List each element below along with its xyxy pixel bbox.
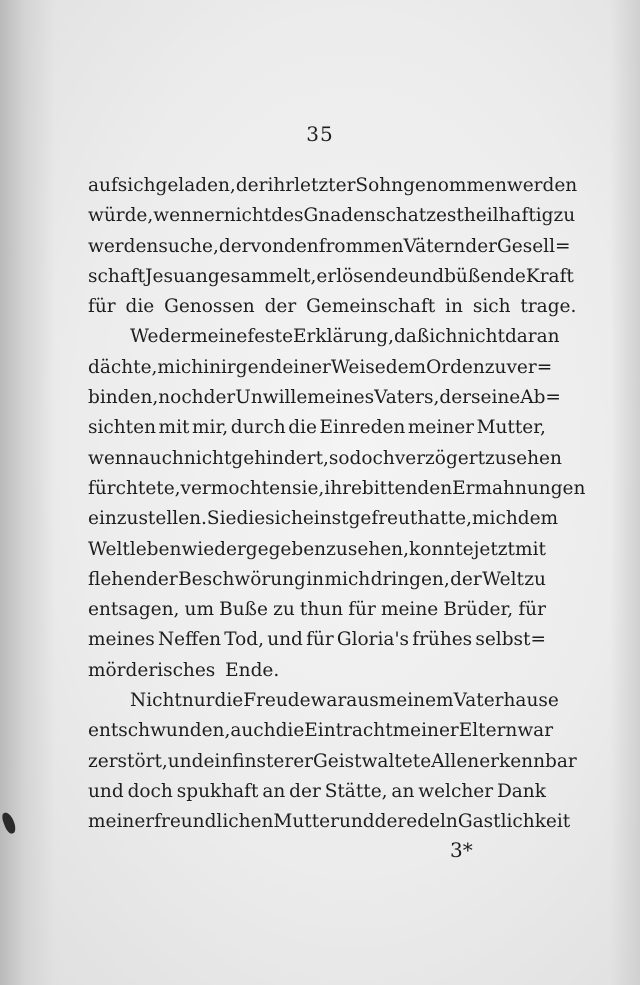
text-line: flehender Beschwörung in mich dringen, der Welt zu — [88, 568, 546, 590]
text-line: und doch spukhaft an der Stätte, an welcher Dank — [88, 780, 546, 802]
text-line: wenn auch nicht gehindert, so doch verzögert zu sehen — [88, 447, 562, 469]
text-line: binden, noch der Unwille meines Vaters, der seine Ab= — [88, 387, 561, 409]
text-line: Weder meine feste Erklärung, daß ich nicht daran — [130, 326, 560, 348]
text-line: sichten mit mir, durch die Einreden meiner Mutter, — [88, 417, 546, 439]
text-line: entsagen, um Buße zu thun für meine Brüder, für — [88, 599, 546, 621]
text-line: meines Neffen Tod, und für Gloria's frühes selbst= — [88, 629, 546, 651]
text-line: zerstört, und ein finsterer Geist waltete Allen erkennbar — [88, 750, 577, 772]
ink-speck — [1, 811, 18, 835]
text-line: Nicht nur die Freude war aus meinem Vaterhause — [130, 690, 559, 712]
text-line: einzustellen. Sie die sich einst gefreut hatte, mich dem — [88, 508, 559, 530]
text-line: meiner freundlichen Mutter und der edeln Gastlichkeit — [88, 811, 571, 833]
text-line: auf sich geladen, der ihr letzter Sohn genommen werden — [88, 175, 578, 196]
signature-mark: 3* — [450, 838, 473, 862]
body-text — [88, 171, 586, 838]
text-line: für die Genossen der Gemeinschaft in sich trage. — [88, 296, 577, 318]
text-line: schaft Jesu angesammelt, erlösende und büßende Kraft — [88, 265, 574, 287]
text-line: entschwunden, auch die Eintracht meiner Eltern war — [88, 720, 554, 742]
text-line: fürchtete, vermochten sie, ihre bittenden Ermahnungen — [88, 477, 586, 499]
text-line: mörderisches Ende. — [88, 659, 280, 681]
text-line: würde, wenn er nicht des Gnadenschatzes theilhaftig zu — [88, 205, 576, 227]
text-line: Weltleben wiedergegeben zu sehen, konnte jetzt mit — [88, 538, 546, 560]
text-line: werden suche, der von den frommen Vätern der Gesell= — [88, 235, 571, 257]
page-number: 35 — [306, 122, 334, 146]
text-line: dächte, mich in irgend einer Weise dem Orden zu ver= — [88, 356, 553, 378]
